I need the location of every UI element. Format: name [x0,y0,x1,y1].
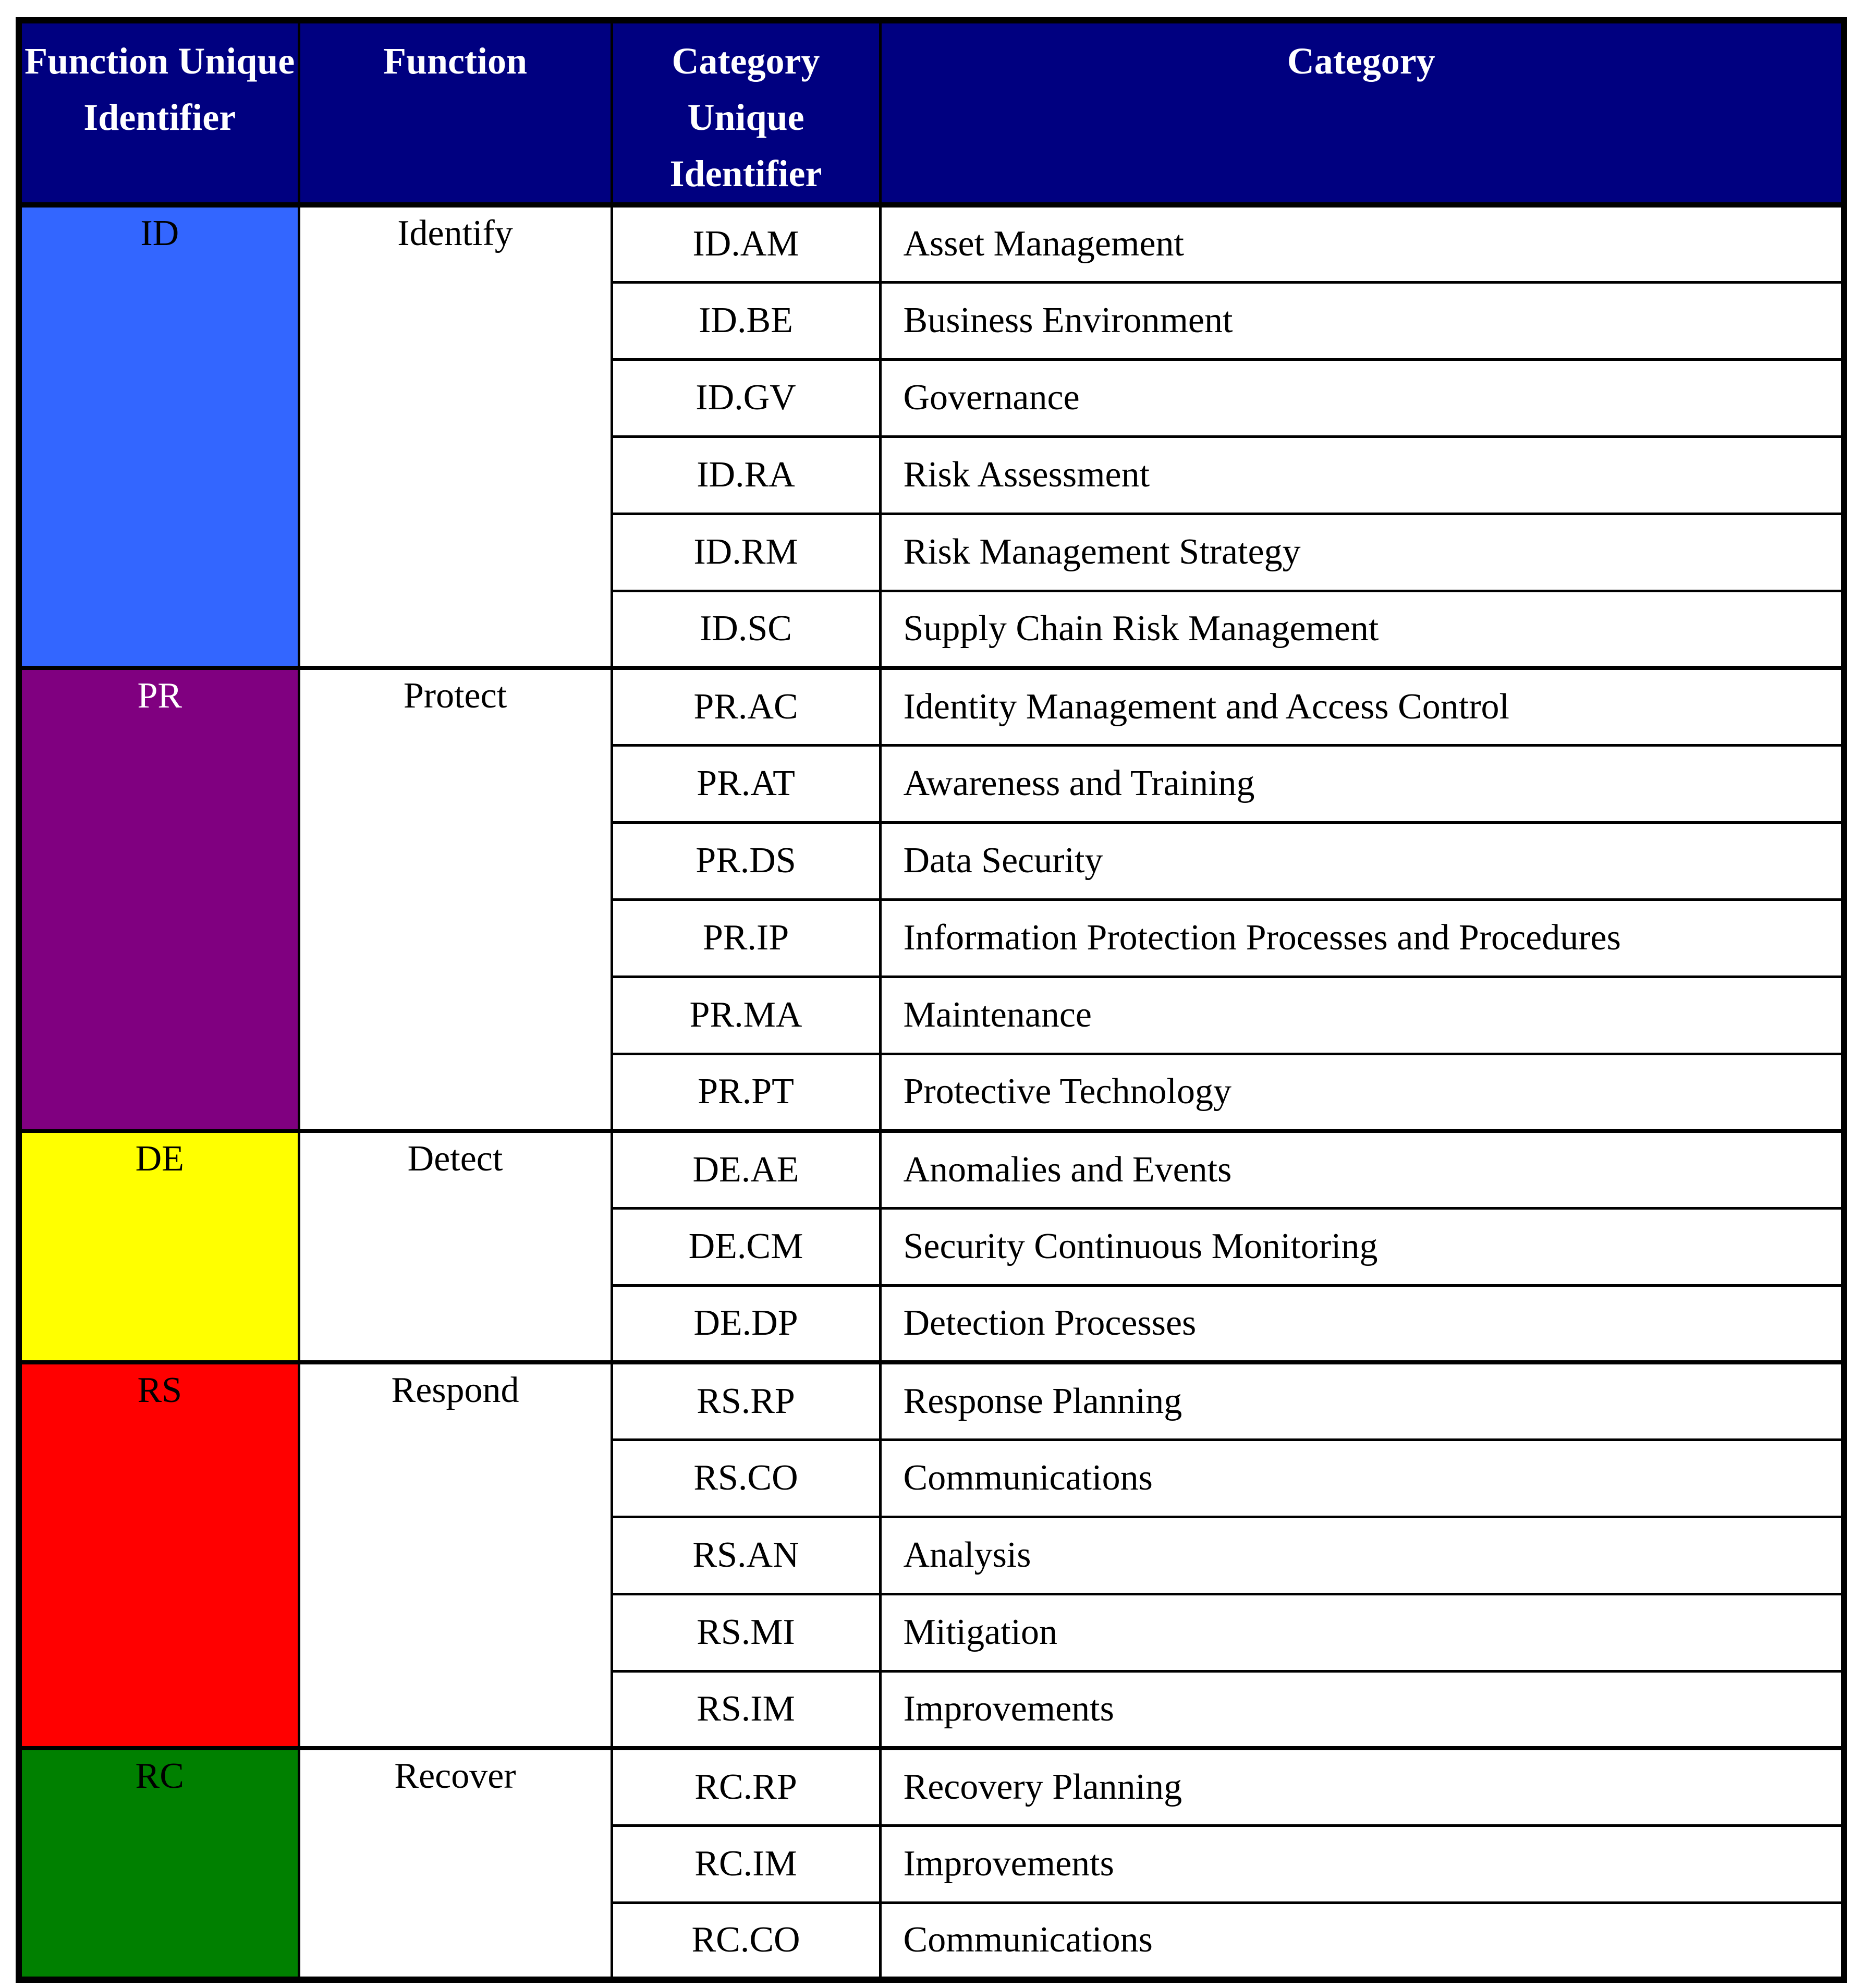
category-id-cell: RS.AN [612,1517,880,1594]
table-container [16,17,1847,1983]
category-id-cell: RC.IM [612,1825,880,1902]
function-name-cell-detect: Detect [299,1131,612,1362]
function-id-cell-detect: DE [19,1131,299,1362]
category-id-cell: PR.DS [612,822,880,899]
category-name-cell: Information Protection Processes and Procedures [880,899,1844,977]
category-id-cell: PR.AT [612,745,880,822]
column-header-function-unique-identifier: Function Unique Identifier [19,20,299,205]
category-name-cell: Asset Management [880,205,1844,282]
category-name-cell: Communications [880,1902,1844,1980]
column-header-function: Function [299,20,612,205]
category-id-cell: ID.SC [612,591,880,668]
category-name-cell: Governance [880,359,1844,436]
column-header-category-unique-identifier: Category Unique Identifier [612,20,880,205]
category-id-cell: DE.DP [612,1285,880,1362]
category-name-cell: Improvements [880,1671,1844,1748]
category-name-cell: Protective Technology [880,1054,1844,1131]
category-name-cell: Response Planning [880,1362,1844,1440]
function-name-cell-respond: Respond [299,1362,612,1748]
table-row [19,1748,1844,1825]
category-name-cell: Risk Management Strategy [880,514,1844,591]
category-name-cell: Mitigation [880,1594,1844,1671]
category-name-cell: Supply Chain Risk Management [880,591,1844,668]
table-row [19,1131,1844,1208]
function-id-cell-identify: ID [19,205,299,668]
category-id-cell: RS.CO [612,1440,880,1517]
table-row [19,668,1844,745]
category-id-cell: RC.RP [612,1748,880,1825]
function-name-cell-protect: Protect [299,668,612,1131]
category-id-cell: DE.AE [612,1131,880,1208]
function-id-cell-respond: RS [19,1362,299,1748]
category-name-cell: Maintenance [880,977,1844,1054]
category-id-cell: RS.IM [612,1671,880,1748]
category-id-cell: ID.GV [612,359,880,436]
table-row [19,205,1844,282]
header-row [19,20,1844,205]
category-id-cell: ID.RA [612,436,880,514]
function-id-cell-protect: PR [19,668,299,1131]
category-name-cell: Recovery Planning [880,1748,1844,1825]
category-id-cell: ID.BE [612,282,880,359]
category-id-cell: PR.MA [612,977,880,1054]
function-name-cell-recover: Recover [299,1748,612,1980]
category-id-cell: DE.CM [612,1208,880,1285]
category-id-cell: RS.MI [612,1594,880,1671]
category-id-cell: PR.IP [612,899,880,977]
category-name-cell: Communications [880,1440,1844,1517]
category-name-cell: Awareness and Training [880,745,1844,822]
category-id-cell: PR.PT [612,1054,880,1131]
category-id-cell: RS.RP [612,1362,880,1440]
category-name-cell: Improvements [880,1825,1844,1902]
category-name-cell: Data Security [880,822,1844,899]
category-name-cell: Detection Processes [880,1285,1844,1362]
category-name-cell: Business Environment [880,282,1844,359]
category-id-cell: ID.AM [612,205,880,282]
table-row [19,1362,1844,1440]
function-id-cell-recover: RC [19,1748,299,1980]
category-id-cell: PR.AC [612,668,880,745]
category-id-cell: ID.RM [612,514,880,591]
function-category-table [16,17,1847,1983]
column-header-category: Category [880,20,1844,205]
category-id-cell: RC.CO [612,1902,880,1980]
category-name-cell: Risk Assessment [880,436,1844,514]
category-name-cell: Analysis [880,1517,1844,1594]
category-name-cell: Security Continuous Monitoring [880,1208,1844,1285]
category-name-cell: Anomalies and Events [880,1131,1844,1208]
function-name-cell-identify: Identify [299,205,612,668]
category-name-cell: Identity Management and Access Control [880,668,1844,745]
